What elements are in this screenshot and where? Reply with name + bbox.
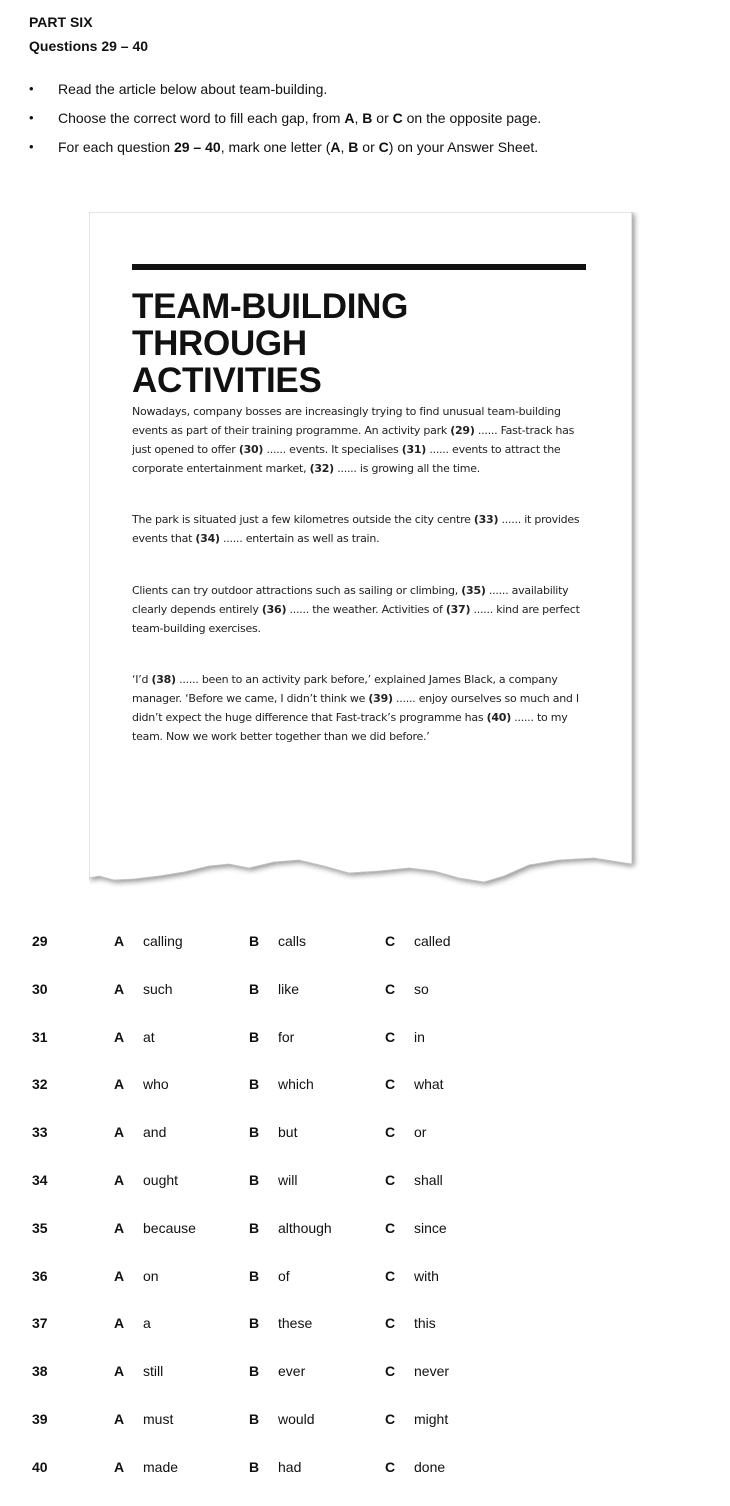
instruction-text: Read the article below about team-building.	[58, 81, 328, 97]
option-b: for	[278, 1028, 295, 1045]
option-c: or	[414, 1124, 427, 1141]
option-a: a	[143, 1315, 151, 1332]
option-b: will	[278, 1171, 298, 1188]
option-letter-a: A	[114, 1171, 125, 1188]
instruction-text: Choose the correct word to fill each gap, from A, B or C on the opposite page.	[58, 110, 542, 126]
option-letter-b: B	[249, 1219, 260, 1236]
question-number: 39	[32, 1410, 48, 1427]
article-sheet	[89, 212, 633, 887]
instruction-text: For each question 29 – 40, mark one letter (A, B or C) on your Answer Sheet.	[58, 139, 539, 155]
question-row	[0, 1267, 730, 1315]
question-row	[0, 1314, 730, 1362]
option-a: who	[143, 1076, 169, 1093]
option-letter-a: A	[114, 1124, 125, 1141]
option-letter-b: B	[249, 1315, 260, 1332]
instruction-item	[0, 109, 730, 138]
option-c: since	[414, 1219, 447, 1236]
option-c: called	[414, 933, 451, 949]
option-letter-a: A	[114, 1219, 125, 1236]
option-letter-a: A	[114, 933, 125, 949]
option-letter-a: A	[114, 980, 125, 997]
option-letter-a: A	[114, 1315, 125, 1332]
option-a: ought	[143, 1171, 179, 1188]
question-number: 38	[32, 1363, 48, 1380]
option-letter-c: C	[385, 1219, 396, 1236]
question-row	[0, 980, 730, 1028]
question-number: 36	[32, 1267, 48, 1284]
question-row	[0, 1362, 730, 1410]
question-row	[0, 1219, 730, 1267]
option-b: although	[278, 1219, 332, 1236]
option-letter-c: C	[385, 1267, 396, 1284]
question-row	[0, 1410, 730, 1458]
option-b: calls	[278, 933, 307, 949]
option-letter-b: B	[249, 1124, 260, 1141]
option-letter-c: C	[385, 1363, 396, 1380]
option-letter-c: C	[385, 933, 396, 949]
option-b: ever	[278, 1363, 306, 1380]
option-letter-a: A	[114, 1458, 125, 1475]
question-number: 37	[32, 1315, 48, 1332]
option-c: shall	[414, 1171, 443, 1188]
option-letter-b: B	[249, 1267, 260, 1284]
title-rule	[132, 264, 586, 270]
instruction-item	[0, 80, 730, 109]
part-heading: PART SIX	[29, 14, 93, 30]
question-row	[0, 1171, 730, 1219]
question-number: 31	[32, 1028, 48, 1045]
option-letter-a: A	[114, 1076, 125, 1093]
article-paragraph: ‘I’d (38) ...... been to an activity park before,’ explained James Black, a company manager. ‘Before we came, I didn’t think we (39) ...... enjoy ourselves so much and I didn’t expect the huge difference that Fast-track’s programme has (40) ...... to my team. Now we work better together than we did before.’	[132, 673, 579, 743]
option-letter-a: A	[114, 1267, 125, 1284]
option-c: done	[414, 1458, 446, 1475]
article-title: TEAM-BUILDING THROUGH ACTIVITIES	[132, 287, 409, 400]
option-c: might	[414, 1410, 449, 1427]
option-b: like	[278, 980, 300, 997]
question-number: 32	[32, 1076, 48, 1093]
option-b: which	[278, 1076, 314, 1093]
bullet-icon: •	[29, 81, 34, 96]
option-letter-c: C	[385, 980, 396, 997]
option-letter-b: B	[249, 1458, 260, 1475]
option-b: of	[278, 1267, 290, 1284]
option-c: never	[414, 1363, 450, 1380]
option-letter-c: C	[385, 1171, 396, 1188]
option-letter-c: C	[385, 1410, 396, 1427]
option-b: would	[278, 1410, 315, 1427]
option-c: in	[414, 1028, 425, 1045]
option-letter-b: B	[249, 1171, 260, 1188]
article-paragraph: Clients can try outdoor attractions such as sailing or climbing, (35) ...... availability clearly depends entirely (36) ...... the weather. Activities of (37) ...... kind are perfect team-building exercises.	[132, 584, 580, 635]
option-letter-b: B	[249, 1410, 260, 1427]
option-c: what	[414, 1076, 444, 1093]
option-a: and	[143, 1124, 167, 1141]
option-letter-b: B	[249, 1076, 260, 1093]
option-letter-c: C	[385, 1124, 396, 1141]
questions-range: Questions 29 – 40	[29, 38, 149, 54]
bullet-icon: •	[29, 139, 34, 154]
option-letter-c: C	[385, 1315, 396, 1332]
question-row	[0, 1075, 730, 1123]
option-a: such	[143, 980, 173, 997]
option-letter-b: B	[249, 980, 260, 997]
question-row	[0, 932, 730, 980]
option-a: at	[143, 1028, 155, 1045]
option-letter-a: A	[114, 1028, 125, 1045]
option-c: with	[414, 1267, 439, 1284]
option-a: calling	[143, 933, 183, 949]
option-letter-c: C	[385, 1458, 396, 1475]
question-number: 30	[32, 980, 48, 997]
question-row	[0, 1028, 730, 1076]
option-letter-c: C	[385, 1076, 396, 1093]
option-a: still	[143, 1363, 164, 1380]
instruction-item	[0, 138, 730, 167]
option-c: so	[414, 980, 429, 997]
option-letter-b: B	[249, 933, 260, 949]
option-a: on	[143, 1267, 159, 1284]
option-letter-b: B	[249, 1363, 260, 1380]
question-row	[0, 1458, 730, 1506]
question-number: 35	[32, 1219, 48, 1236]
question-number: 34	[32, 1171, 48, 1188]
article-paragraph: Nowadays, company bosses are increasingly trying to find unusual team-building events as part of their training programme. An activity park (29) ...... Fast-track has just opened to offer (30) ...... events. It specialises (31) ...... events to attract the corporate entertainment market, (32) ...... is growing all the time.	[132, 405, 575, 475]
option-a: because	[143, 1219, 196, 1236]
article-paragraph: The park is situated just a few kilometres outside the city centre (33) ...... it provides events that (34) ...... entertain as well as train.	[132, 513, 580, 545]
option-a: made	[143, 1458, 179, 1475]
answer-options	[0, 932, 730, 1506]
option-letter-c: C	[385, 1028, 396, 1045]
option-letter-a: A	[114, 1363, 125, 1380]
option-c: this	[414, 1315, 436, 1332]
option-b: but	[278, 1124, 298, 1141]
question-row	[0, 1123, 730, 1171]
question-number: 33	[32, 1124, 48, 1141]
option-b: these	[278, 1315, 313, 1332]
instructions-list	[0, 80, 730, 167]
bullet-icon: •	[29, 110, 34, 125]
option-letter-b: B	[249, 1028, 260, 1045]
option-b: had	[278, 1458, 302, 1475]
question-number: 40	[32, 1458, 48, 1475]
option-letter-a: A	[114, 1410, 125, 1427]
question-number: 29	[32, 933, 48, 949]
option-a: must	[143, 1410, 174, 1427]
